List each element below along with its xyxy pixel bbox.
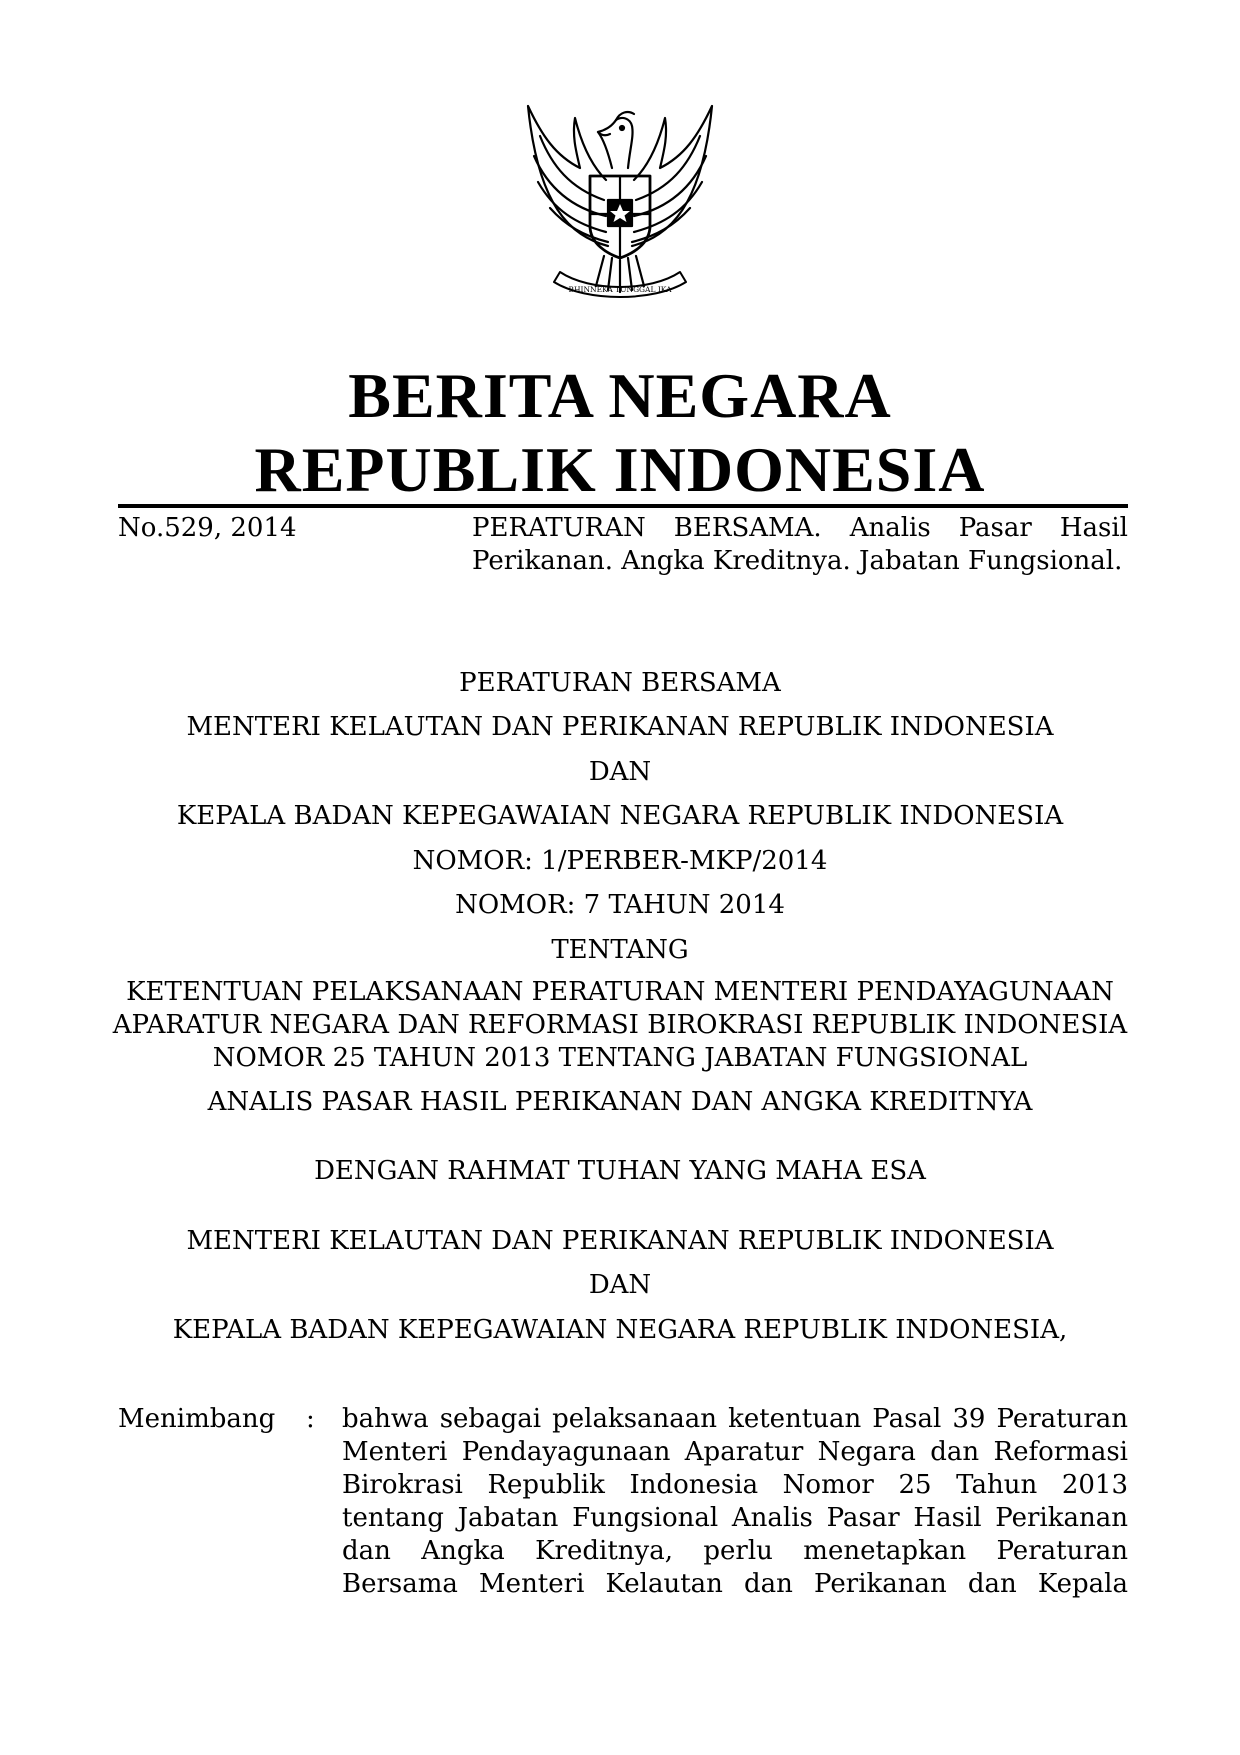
masthead-title-line2: REPUBLIK INDONESIA bbox=[254, 434, 986, 505]
menimbang-paragraph bbox=[342, 1403, 1128, 1601]
invocation: DENGAN RAHMAT TUHAN YANG MAHA ESA bbox=[314, 1156, 926, 1186]
menimbang-line: Birokrasi Republik Indonesia Nomor 25 Tahun 2013 bbox=[342, 1470, 1128, 1500]
tentang-label: TENTANG bbox=[551, 935, 689, 965]
signatory-agency: KEPALA BADAN KEPEGAWAIAN NEGARA REPUBLIK INDONESIA, bbox=[172, 1315, 1068, 1345]
title-line: APARATUR NEGARA DAN REFORMASI BIROKRASI REPUBLIK INDONESIA bbox=[112, 1010, 1128, 1040]
title-line: ANALIS PASAR HASIL PERIKANAN DAN ANGKA KREDITNYA bbox=[207, 1087, 1033, 1117]
menimbang-label: Menimbang bbox=[118, 1404, 276, 1434]
signatory-ministry: MENTERI KELAUTAN DAN PERIKANAN REPUBLIK INDONESIA bbox=[186, 1226, 1054, 1256]
masthead-divider bbox=[118, 504, 1128, 508]
title-line: KETENTUAN PELAKSANAAN PERATURAN MENTERI PENDAYAGUNAAN bbox=[126, 977, 1114, 1007]
menimbang-line: tentang Jabatan Fungsional Analis Pasar Hasil Perikanan bbox=[342, 1503, 1128, 1533]
gazette-subject: PERATURAN BERSAMA. Analis Pasar Hasil Perikanan. Angka Kreditnya. Jabatan Fungsional. bbox=[472, 513, 1128, 576]
title-line: NOMOR 25 TAHUN 2013 TENTANG JABATAN FUNGSIONAL bbox=[212, 1043, 1028, 1073]
regulation-number-1: NOMOR: 1/PERBER-MKP/2014 bbox=[412, 846, 828, 876]
masthead-title-line1: BERITA NEGARA bbox=[348, 360, 892, 431]
menimbang-colon: : bbox=[306, 1404, 315, 1434]
gazette-number: No.529, 2014 bbox=[118, 513, 297, 543]
regulation-number-2: NOMOR: 7 TAHUN 2014 bbox=[455, 890, 785, 920]
issuer-agency: KEPALA BADAN KEPEGAWAIAN NEGARA REPUBLIK INDONESIA bbox=[176, 801, 1064, 831]
menimbang-line: bahwa sebagai pelaksanaan ketentuan Pasal 39 Peraturan bbox=[342, 1404, 1128, 1434]
menimbang-line: Bersama Menteri Kelautan dan Perikanan dan Kepala bbox=[342, 1569, 1128, 1599]
garuda-pancasila-emblem bbox=[520, 96, 720, 306]
issuer-conjunction: DAN bbox=[588, 757, 652, 787]
menimbang-line: dan Angka Kreditnya, perlu menetapkan Peraturan bbox=[342, 1536, 1128, 1566]
svg-text:BHINNEKA TUNGGAL IKA: BHINNEKA TUNGGAL IKA bbox=[568, 285, 672, 294]
signatory-conjunction: DAN bbox=[588, 1270, 652, 1300]
issuer-ministry: MENTERI KELAUTAN DAN PERIKANAN REPUBLIK INDONESIA bbox=[186, 712, 1054, 742]
regulation-type: PERATURAN BERSAMA bbox=[459, 668, 781, 698]
menimbang-line: Menteri Pendayagunaan Aparatur Negara dan Reformasi bbox=[342, 1437, 1128, 1467]
